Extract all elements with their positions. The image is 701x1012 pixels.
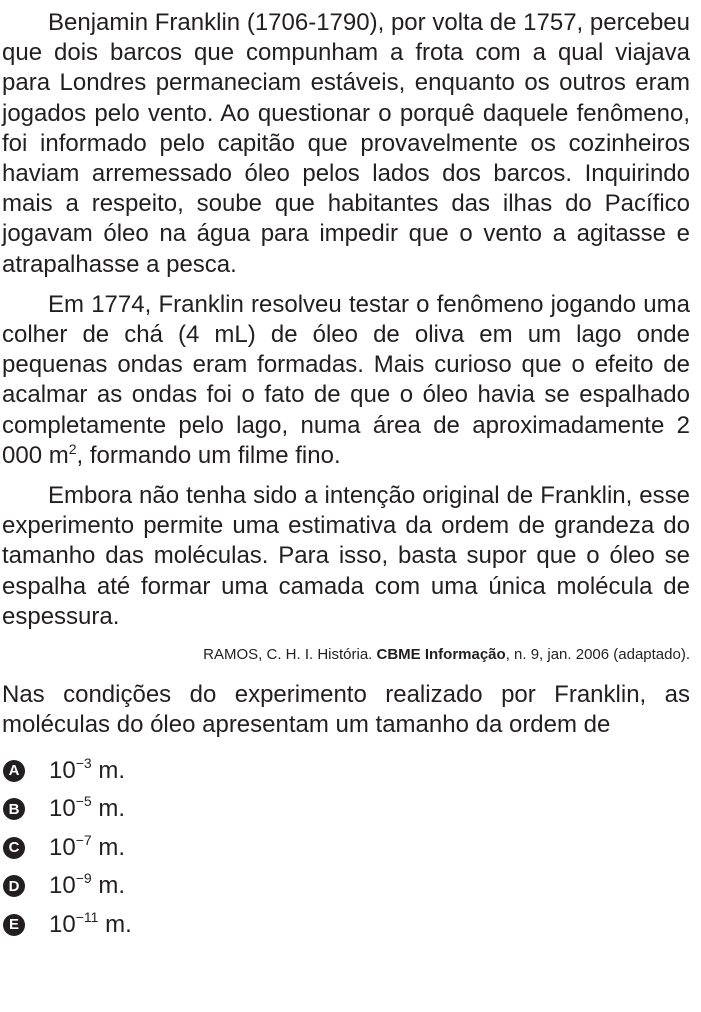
option-c-exponent: −7 bbox=[75, 831, 92, 848]
option-a-text bbox=[49, 754, 125, 785]
paragraph-2 bbox=[2, 290, 690, 471]
question-page bbox=[2, 8, 690, 944]
option-e-unit: m. bbox=[98, 910, 132, 938]
option-c-text bbox=[49, 831, 125, 862]
option-d-exponent: −9 bbox=[75, 870, 92, 887]
option-c-base: 10 bbox=[49, 833, 76, 861]
citation-author: RAMOS, C. H. I. História. bbox=[203, 646, 377, 664]
citation-details: , n. 9, jan. 2006 (adaptado). bbox=[505, 646, 690, 664]
option-d[interactable] bbox=[2, 867, 690, 906]
paragraph-2-text: Em 1774, Franklin resolveu testar o fenômeno jogando uma colher de chá (4 mL) de óleo de oliva em um lago onde pequenas ondas eram formadas. Mais curioso que o efeito de acalmar as ondas foi o fato de que o óleo havia se espalhado completamente pelo lago, numa área de aproximadamente 2 000 m bbox=[2, 290, 690, 469]
option-a-exponent: −3 bbox=[75, 754, 92, 771]
citation-publication: CBME Informação bbox=[376, 646, 506, 664]
option-d-base: 10 bbox=[49, 872, 76, 900]
option-a[interactable] bbox=[2, 751, 690, 790]
option-d-unit: m. bbox=[91, 872, 125, 900]
paragraph-1 bbox=[2, 8, 690, 280]
option-a-letter-badge: A bbox=[3, 760, 25, 782]
paragraph-2-text-end: , formando um filme fino. bbox=[76, 441, 341, 469]
question-stem bbox=[2, 680, 690, 740]
option-b-letter-badge: B bbox=[3, 798, 25, 820]
option-e-text bbox=[49, 908, 132, 939]
option-a-base: 10 bbox=[49, 756, 76, 784]
option-e-exponent: −11 bbox=[75, 908, 99, 925]
option-d-letter-badge: D bbox=[3, 875, 25, 897]
option-b-text bbox=[49, 795, 125, 823]
option-b-unit: m. bbox=[91, 795, 125, 823]
option-c[interactable] bbox=[2, 828, 690, 867]
option-b-exponent: −5 bbox=[75, 793, 92, 810]
source-citation bbox=[2, 645, 690, 665]
option-e[interactable] bbox=[2, 905, 690, 944]
option-d-text bbox=[49, 872, 125, 900]
question-stem-text: Nas condições do experimento realizado por Franklin, as moléculas do óleo apresentam um tamanho da ordem de bbox=[2, 681, 690, 739]
option-e-base: 10 bbox=[49, 910, 76, 938]
option-c-unit: m. bbox=[91, 833, 125, 861]
area-unit-exponent: 2 bbox=[68, 440, 77, 457]
option-b-base: 10 bbox=[49, 795, 76, 823]
paragraph-3-text: Embora não tenha sido a intenção original de Franklin, esse experimento permite uma estimativa da ordem de grandeza do tamanho das moléculas. Para isso, basta supor que o óleo se espalha até formar uma camada com uma única molécula de espessura. bbox=[2, 482, 690, 630]
option-e-letter-badge: E bbox=[3, 914, 25, 936]
paragraph-3 bbox=[2, 481, 690, 632]
option-c-letter-badge: C bbox=[3, 837, 25, 859]
answer-options bbox=[2, 751, 690, 944]
option-b[interactable] bbox=[2, 790, 690, 829]
paragraph-1-text: Benjamin Franklin (1706-1790), por volta de 1757, percebeu que dois barcos que compunham a frota com a qual viajava para Londres permaneciam estáveis, enquanto os outros eram jogados pelo vento. Ao questionar o porquê daquele fenômeno, foi informado pelo capitão que provavelmente os cozinheiros haviam arremessado óleo pelos lados dos barcos. Inquirindo mais a respeito, soube que habitantes das ilhas do Pacífico jogavam óleo na água para impedir que o vento a agitasse e atrapalhasse a pesca. bbox=[2, 9, 690, 278]
option-a-unit: m. bbox=[91, 756, 125, 784]
